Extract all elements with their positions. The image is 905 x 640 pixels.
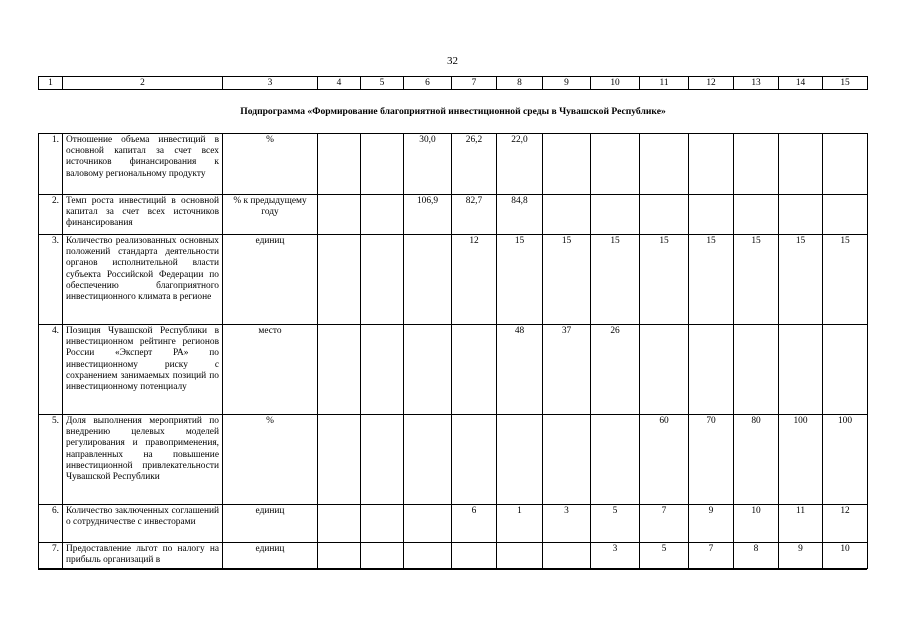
indicator-value <box>318 415 361 505</box>
column-number-header: 2 <box>63 77 223 90</box>
indicator-value: 100 <box>779 415 823 505</box>
column-number-header: 5 <box>361 77 404 90</box>
indicator-name: Количество заключенных соглашений о сотрудничестве с инвесторами <box>63 505 223 543</box>
indicator-value: 15 <box>823 235 868 325</box>
indicator-value <box>452 325 497 415</box>
indicator-value: 12 <box>452 235 497 325</box>
indicator-value <box>543 543 591 569</box>
column-number-header: 11 <box>640 77 689 90</box>
page-number: 32 <box>447 55 458 67</box>
indicator-value <box>779 195 823 235</box>
indicator-value: 15 <box>779 235 823 325</box>
indicator-value <box>497 415 543 505</box>
indicator-value: 15 <box>497 235 543 325</box>
indicator-value: 37 <box>543 325 591 415</box>
indicator-value: 15 <box>734 235 779 325</box>
column-number-header: 13 <box>734 77 779 90</box>
table-row <box>39 134 868 195</box>
indicator-value: 26,2 <box>452 134 497 195</box>
row-number: 3. <box>39 235 63 325</box>
indicator-value: 6 <box>452 505 497 543</box>
column-number-header: 4 <box>318 77 361 90</box>
unit-of-measure: единиц <box>223 505 318 543</box>
indicators-table-wrapper <box>38 76 867 569</box>
indicator-value <box>318 134 361 195</box>
indicator-value: 15 <box>591 235 640 325</box>
indicator-value <box>318 195 361 235</box>
indicator-value <box>734 325 779 415</box>
indicator-value: 10 <box>823 543 868 569</box>
indicator-value <box>689 325 734 415</box>
indicator-value <box>404 543 452 569</box>
indicator-value <box>591 415 640 505</box>
indicator-value: 100 <box>823 415 868 505</box>
indicator-name: Позиция Чувашской Республики в инвестиционном рейтинге регионов России «Эксперт РА» по инвестиционному риску с сохранением занимаемых позиций по инвестиционному потенциалу <box>63 325 223 415</box>
indicator-value <box>689 134 734 195</box>
row-number: 7. <box>39 543 63 569</box>
indicator-value <box>404 415 452 505</box>
indicator-value <box>404 325 452 415</box>
indicator-value <box>823 134 868 195</box>
table-bottom-border <box>38 569 867 570</box>
indicator-value <box>591 134 640 195</box>
indicator-value <box>361 235 404 325</box>
indicator-name: Отношение объема инвестиций в основной капитал за счет всех источников финансирования к валовому региональному продукту <box>63 134 223 195</box>
column-number-row <box>39 77 868 90</box>
indicator-value <box>361 543 404 569</box>
indicator-name: Количество реализованных основных положений стандарта деятельности органов исполнительной власти субъекта Российской Федерации по обеспечению благоприятного инвестиционного климата в регионе <box>63 235 223 325</box>
indicator-value: 82,7 <box>452 195 497 235</box>
indicator-value <box>543 195 591 235</box>
column-number-header: 1 <box>39 77 63 90</box>
column-number-header: 8 <box>497 77 543 90</box>
indicator-value: 5 <box>591 505 640 543</box>
column-number-header: 15 <box>823 77 868 90</box>
row-number: 5. <box>39 415 63 505</box>
indicator-value <box>361 134 404 195</box>
indicator-value <box>689 195 734 235</box>
indicator-value: 9 <box>779 543 823 569</box>
indicator-value: 48 <box>497 325 543 415</box>
indicator-value: 7 <box>689 543 734 569</box>
indicator-value: 1 <box>497 505 543 543</box>
table-row <box>39 325 868 415</box>
indicator-value: 7 <box>640 505 689 543</box>
unit-of-measure: % к предыдущему году <box>223 195 318 235</box>
indicator-value: 106,9 <box>404 195 452 235</box>
indicator-value: 3 <box>591 543 640 569</box>
table-row <box>39 505 868 543</box>
indicator-value <box>497 543 543 569</box>
column-number-header: 12 <box>689 77 734 90</box>
indicator-value <box>318 505 361 543</box>
column-number-header: 6 <box>404 77 452 90</box>
unit-of-measure: % <box>223 415 318 505</box>
indicator-value: 70 <box>689 415 734 505</box>
indicator-value: 11 <box>779 505 823 543</box>
indicator-value: 15 <box>543 235 591 325</box>
indicator-value: 80 <box>734 415 779 505</box>
indicator-value <box>361 415 404 505</box>
table-row <box>39 415 868 505</box>
indicator-value: 5 <box>640 543 689 569</box>
table-row <box>39 543 868 569</box>
column-number-header: 7 <box>452 77 497 90</box>
indicator-value: 22,0 <box>497 134 543 195</box>
indicator-value: 15 <box>689 235 734 325</box>
indicator-value <box>779 134 823 195</box>
unit-of-measure: единиц <box>223 543 318 569</box>
unit-of-measure: место <box>223 325 318 415</box>
indicator-value <box>823 325 868 415</box>
indicator-value <box>734 195 779 235</box>
indicator-value: 26 <box>591 325 640 415</box>
indicators-table <box>38 76 868 569</box>
indicator-value <box>640 195 689 235</box>
row-number: 2. <box>39 195 63 235</box>
indicator-value: 84,8 <box>497 195 543 235</box>
unit-of-measure: единиц <box>223 235 318 325</box>
indicator-value <box>318 235 361 325</box>
indicator-value <box>361 505 404 543</box>
indicator-value: 9 <box>689 505 734 543</box>
indicator-value <box>640 325 689 415</box>
indicator-value <box>452 543 497 569</box>
column-number-header: 3 <box>223 77 318 90</box>
indicator-value <box>591 195 640 235</box>
indicator-name: Темп роста инвестиций в основной капитал за счет всех источников финансирования <box>63 195 223 235</box>
table-row <box>39 195 868 235</box>
column-number-header: 14 <box>779 77 823 90</box>
indicator-value <box>543 415 591 505</box>
indicator-value <box>734 134 779 195</box>
column-number-header: 9 <box>543 77 591 90</box>
unit-of-measure: % <box>223 134 318 195</box>
column-number-header: 10 <box>591 77 640 90</box>
indicator-value <box>543 134 591 195</box>
indicator-value: 15 <box>640 235 689 325</box>
indicator-value <box>779 325 823 415</box>
indicator-value: 30,0 <box>404 134 452 195</box>
indicator-value <box>404 235 452 325</box>
indicator-value <box>361 195 404 235</box>
indicator-name: Доля выполнения мероприятий по внедрению целевых моделей регулирования и правоприменения, направленных на повышение инвестиционной привлекательности Чувашской Республики <box>63 415 223 505</box>
indicator-value: 10 <box>734 505 779 543</box>
indicator-value <box>318 325 361 415</box>
row-number: 1. <box>39 134 63 195</box>
indicator-value <box>318 543 361 569</box>
indicator-value <box>823 195 868 235</box>
indicator-value <box>452 415 497 505</box>
indicator-value <box>404 505 452 543</box>
subprogram-title: Подпрограмма «Формирование благоприятной инвестиционной среды в Чувашской Республике» <box>39 90 868 134</box>
row-number: 4. <box>39 325 63 415</box>
indicator-name: Предоставление льгот по налогу на прибыль организаций в <box>63 543 223 569</box>
indicator-value: 12 <box>823 505 868 543</box>
indicator-value: 8 <box>734 543 779 569</box>
indicator-value <box>361 325 404 415</box>
subtitle-row <box>39 90 868 134</box>
table-row <box>39 235 868 325</box>
indicator-value <box>640 134 689 195</box>
indicator-value: 60 <box>640 415 689 505</box>
row-number: 6. <box>39 505 63 543</box>
indicator-value: 3 <box>543 505 591 543</box>
